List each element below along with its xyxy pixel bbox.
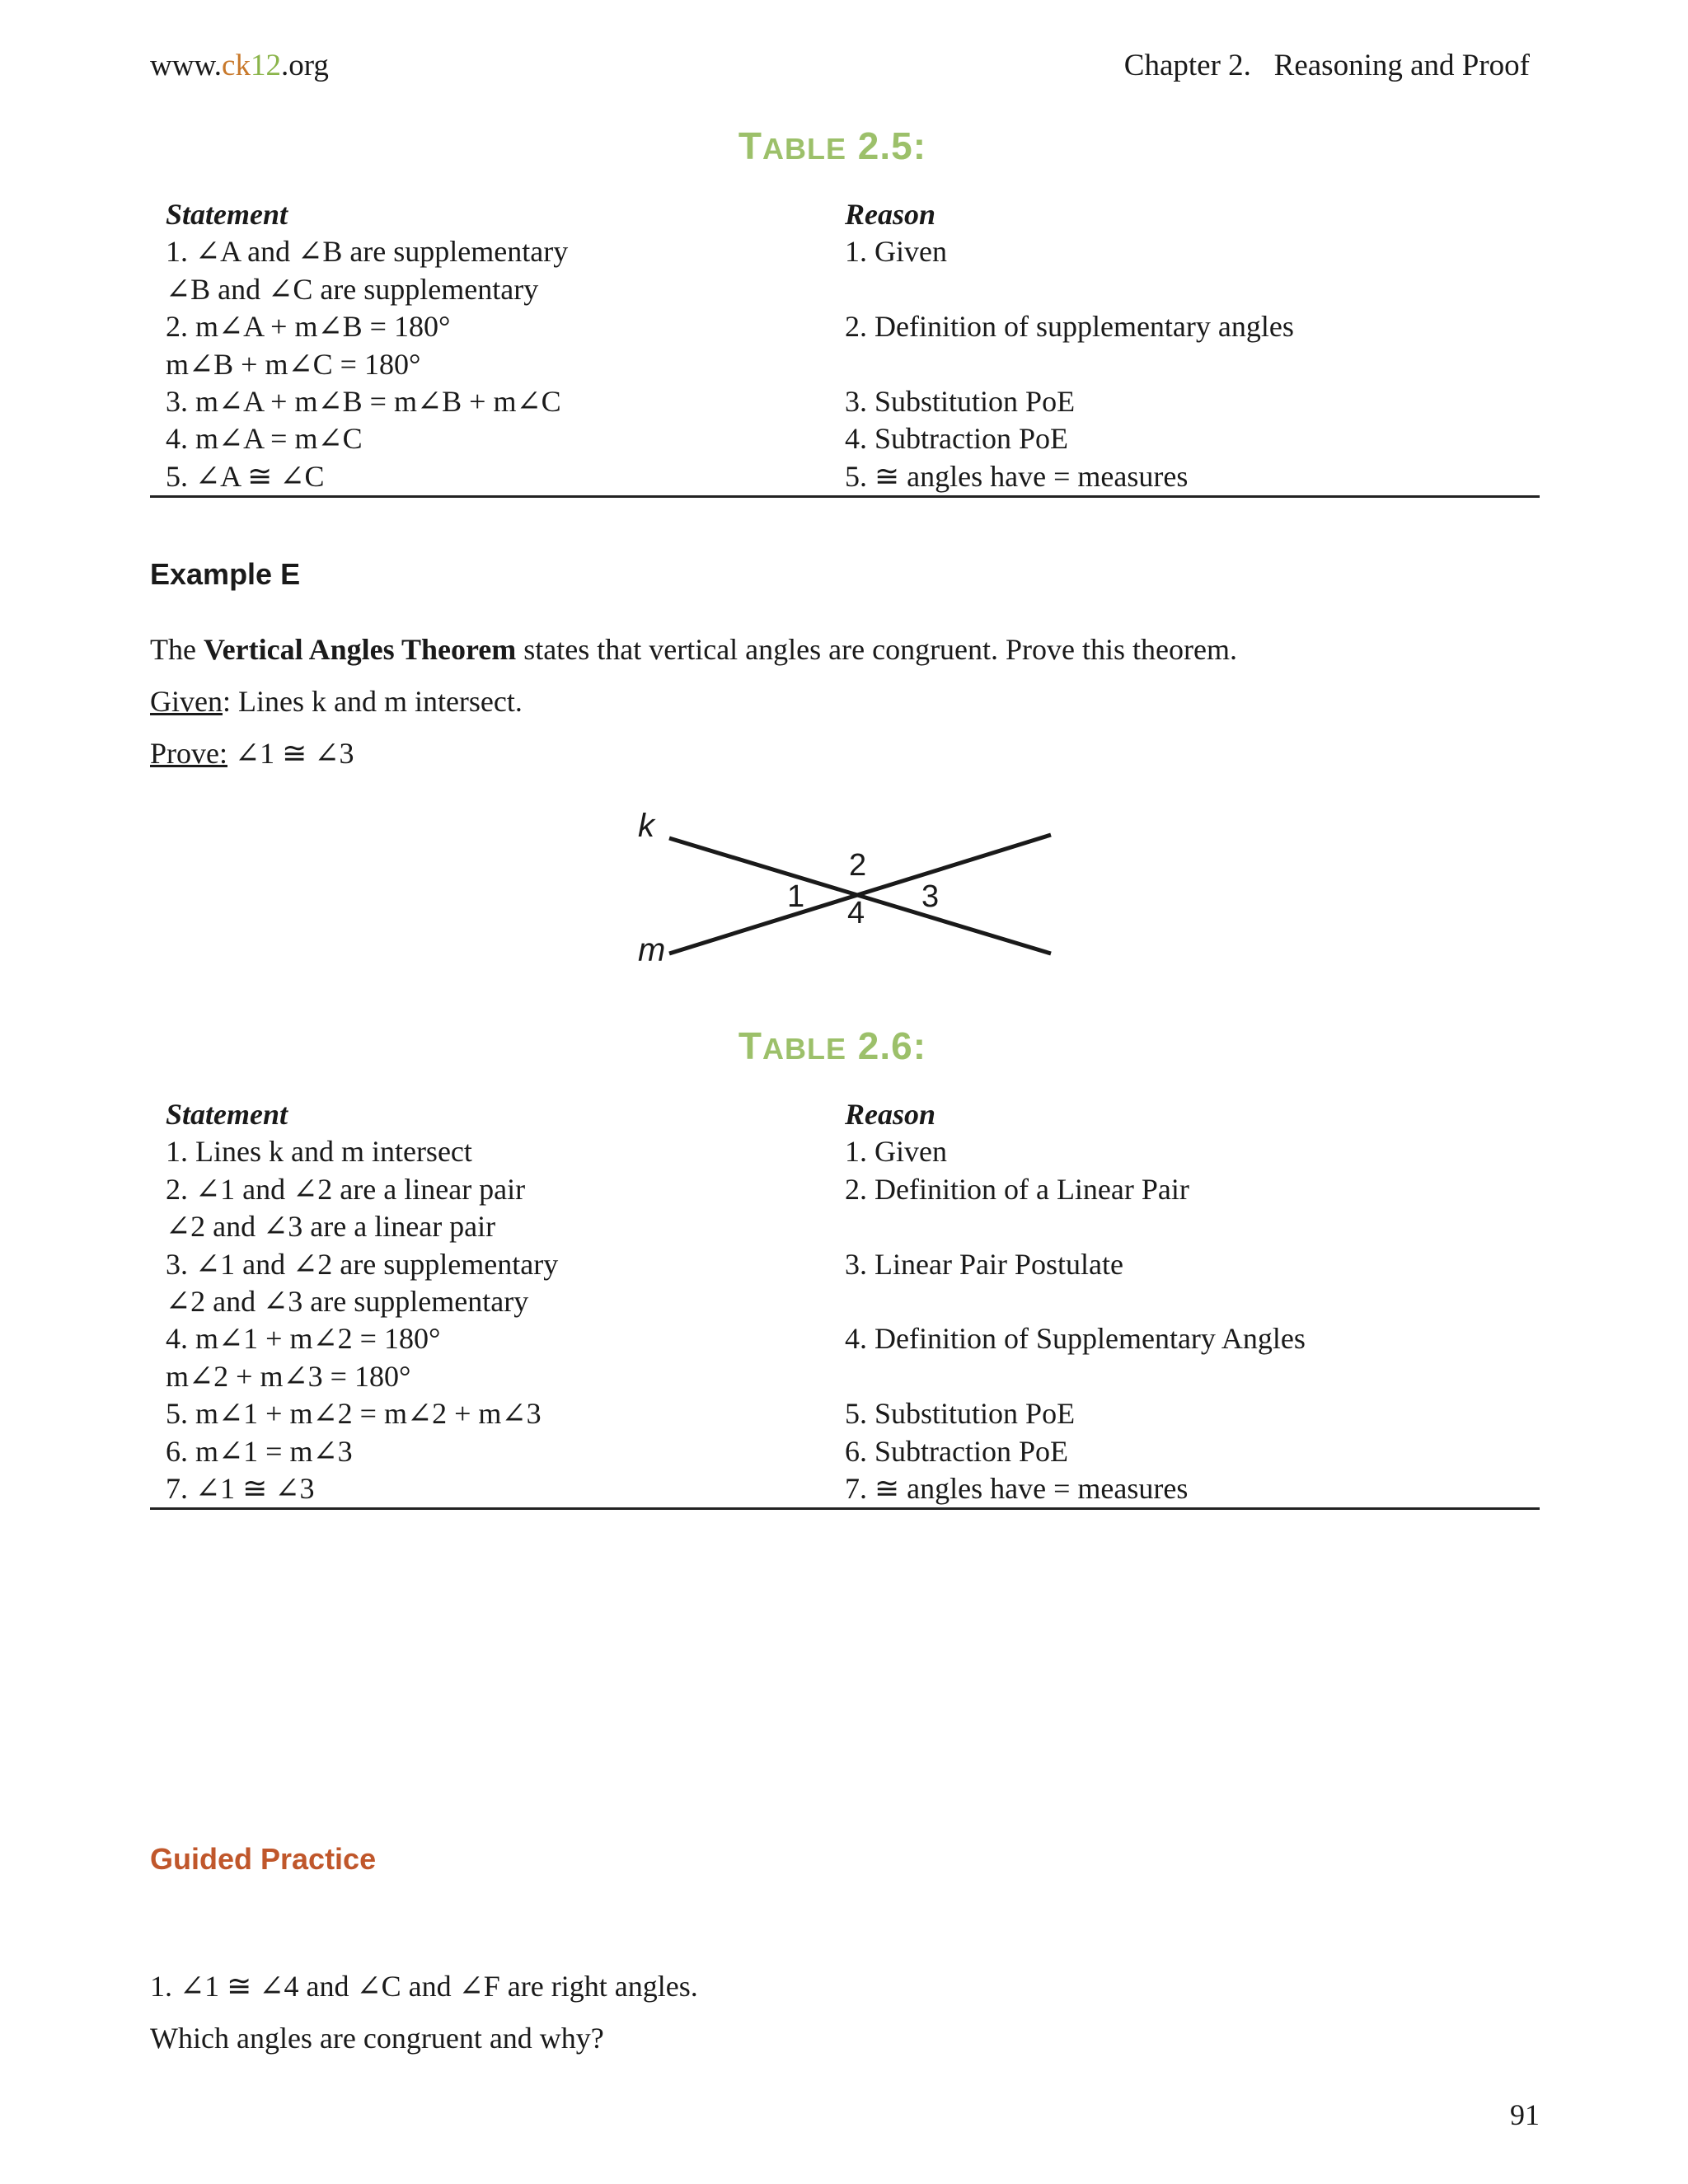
angle-3-label: 3 xyxy=(921,879,940,914)
table-row xyxy=(150,271,1540,308)
table-row xyxy=(150,1320,1540,1357)
example-heading: Example E xyxy=(150,557,301,591)
guided-practice-heading: Guided Practice xyxy=(150,1842,377,1876)
site-url[interactable] xyxy=(150,46,329,86)
reason-cell: 5. Substitution PoE xyxy=(845,1397,1076,1431)
statement-cell: 2. ∠1 and ∠2 are a linear pair xyxy=(166,1172,526,1206)
prove-line xyxy=(150,733,354,773)
table-row xyxy=(150,383,1540,420)
header-statement: Statement xyxy=(166,198,288,231)
caption-first-letter: T xyxy=(738,1024,763,1067)
angle-2-label: 2 xyxy=(849,848,867,883)
theorem-name: Vertical Angles Theorem xyxy=(203,633,517,666)
label-m: m xyxy=(638,932,666,968)
table-row xyxy=(150,1283,1540,1320)
given-line xyxy=(150,682,523,721)
table-row xyxy=(150,346,1540,383)
reason-cell: 6. Subtraction PoE xyxy=(845,1434,1068,1468)
prove-text: ∠1 ≅ ∠3 xyxy=(227,737,354,770)
reason-cell: 3. Substitution PoE xyxy=(845,384,1076,418)
statement-cell: ∠2 and ∠3 are a linear pair xyxy=(166,1210,496,1244)
reason-cell xyxy=(845,1358,1540,1395)
reason-cell: 2. Definition of a Linear Pair xyxy=(845,1172,1189,1206)
table-row xyxy=(150,1246,1540,1283)
reason-cell: 3. Linear Pair Postulate xyxy=(845,1247,1123,1281)
table-row xyxy=(150,1470,1540,1507)
caption-rest: ABLE xyxy=(762,132,847,166)
statement-cell: 4. m∠1 + m∠2 = 180° xyxy=(166,1322,441,1356)
site-url-brand-ck: ck xyxy=(222,49,251,82)
table-row xyxy=(150,308,1540,345)
proof-table-2-5 xyxy=(150,196,1540,498)
table-row xyxy=(150,458,1540,495)
intro-post: states that vertical angles are congruent. Prove this theorem. xyxy=(516,633,1237,666)
reason-cell: 5. ≅ angles have = measures xyxy=(845,459,1189,493)
statement-cell: 2. m∠A + m∠B = 180° xyxy=(166,310,451,344)
table-header-row xyxy=(150,1096,1540,1133)
intro-pre: The xyxy=(150,633,204,666)
table-row xyxy=(150,1208,1540,1245)
statement-cell: 1. Lines k and m intersect xyxy=(166,1135,472,1169)
table-caption-2-5 xyxy=(0,124,1665,168)
chapter-title: Chapter 2. Reasoning and Proof xyxy=(1123,49,1530,82)
reason-cell: 7. ≅ angles have = measures xyxy=(845,1471,1189,1505)
caption-number: 2.5: xyxy=(846,124,927,167)
reason-cell: 1. Given xyxy=(845,235,947,269)
vertical-angles-diagram xyxy=(626,808,1071,981)
header-reason: Reason xyxy=(845,1098,936,1131)
practice-question-1-prompt: Which angles are congruent and why? xyxy=(150,2022,604,2055)
reason-cell xyxy=(845,346,1540,383)
reason-cell xyxy=(845,1208,1540,1245)
angle-1-label: 1 xyxy=(787,879,805,914)
statement-cell: ∠B and ∠C are supplementary xyxy=(166,272,539,306)
prove-label: Prove: xyxy=(150,737,227,770)
practice-question-1: 1. ∠1 ≅ ∠4 and ∠C and ∠F are right angles. xyxy=(150,1970,698,2003)
table-row xyxy=(150,1133,1540,1170)
header-statement: Statement xyxy=(166,1098,288,1131)
reason-cell xyxy=(845,271,1540,308)
statement-cell: 3. ∠1 and ∠2 are supplementary xyxy=(166,1247,559,1281)
page-number: 91 xyxy=(1510,2098,1540,2131)
example-intro xyxy=(150,630,1237,669)
table-row xyxy=(150,1395,1540,1432)
proof-table-2-6 xyxy=(150,1096,1540,1510)
statement-cell: 1. ∠A and ∠B are supplementary xyxy=(166,235,569,269)
table-row xyxy=(150,1358,1540,1395)
site-url-suffix: .org xyxy=(280,49,329,82)
statement-cell: 3. m∠A + m∠B = m∠B + m∠C xyxy=(166,384,561,418)
reason-cell: 2. Definition of supplementary angles xyxy=(845,310,1294,344)
table-row xyxy=(150,233,1540,270)
reason-cell: 1. Given xyxy=(845,1135,947,1169)
header-reason: Reason xyxy=(845,198,936,231)
table-row xyxy=(150,1433,1540,1470)
table-header-row xyxy=(150,196,1540,233)
caption-first-letter: T xyxy=(738,124,763,167)
reason-cell xyxy=(845,1283,1540,1320)
caption-number: 2.6: xyxy=(846,1024,927,1067)
reason-cell: 4. Definition of Supplementary Angles xyxy=(845,1322,1306,1356)
statement-cell: 5. ∠A ≅ ∠C xyxy=(166,459,325,493)
site-url-prefix: www. xyxy=(150,49,223,82)
caption-rest: ABLE xyxy=(762,1032,847,1066)
given-label: Given xyxy=(150,685,223,718)
site-url-brand-num: 12 xyxy=(250,49,281,82)
statement-cell: 6. m∠1 = m∠3 xyxy=(166,1434,353,1468)
statement-cell: 7. ∠1 ≅ ∠3 xyxy=(166,1471,315,1505)
statement-cell: 4. m∠A = m∠C xyxy=(166,422,363,456)
table-row xyxy=(150,420,1540,457)
statement-cell: ∠2 and ∠3 are supplementary xyxy=(166,1284,529,1318)
reason-cell: 4. Subtraction PoE xyxy=(845,422,1068,456)
table-row xyxy=(150,1171,1540,1208)
given-text: : Lines k and m intersect. xyxy=(222,685,523,718)
statement-cell: m∠2 + m∠3 = 180° xyxy=(166,1359,411,1393)
table-caption-2-6 xyxy=(0,1024,1665,1068)
angle-4-label: 4 xyxy=(847,896,865,930)
statement-cell: 5. m∠1 + m∠2 = m∠2 + m∠3 xyxy=(166,1397,542,1431)
statement-cell: m∠B + m∠C = 180° xyxy=(166,347,421,381)
label-k: k xyxy=(638,808,654,844)
